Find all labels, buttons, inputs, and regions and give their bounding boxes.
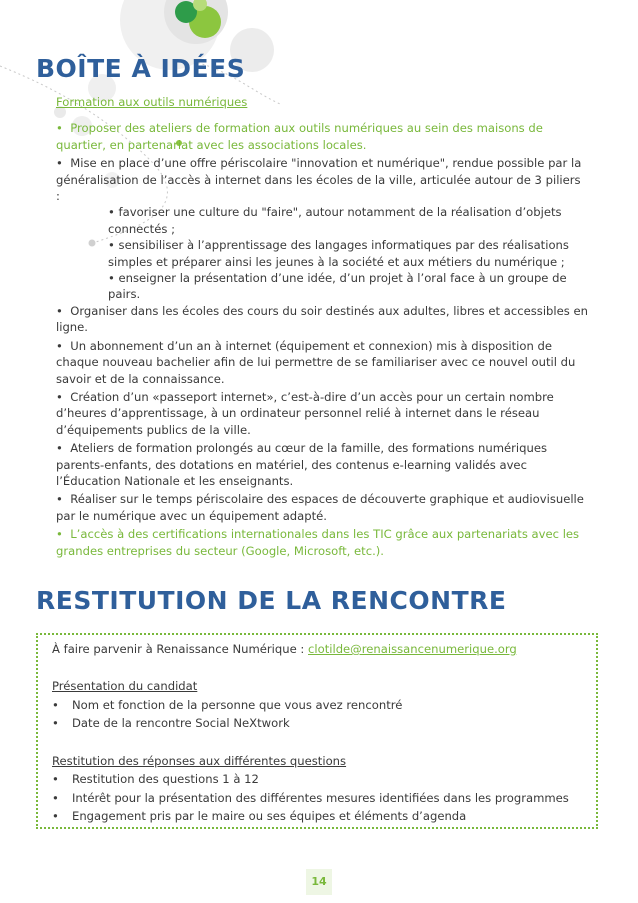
bullet-icon: • <box>52 809 59 824</box>
list-item: • Un abonnement d’un an à internet (équipement et connexion) mis à disposition de chaque nouveau bachelier afin de lui permettre de se familiariser avec ce nouvel outil du savoir et de la connaissance. <box>56 338 576 386</box>
ideas-section <box>56 94 588 559</box>
list-item: • Proposer des ateliers de formation aux outils numériques au sein des maisons de quartier, en partenariat avec les associations locales. <box>56 121 543 152</box>
bullet-icon: • <box>56 527 63 542</box>
bullet-icon: • <box>56 303 63 318</box>
list-item: • Mise en place d’une offre périscolaire "innovation et numérique", rendue possible par la généralisation de l’accès à internet dans les écoles de la ville, articulée autour de 3 piliers : <box>56 156 582 204</box>
bullet-icon: • <box>52 790 59 805</box>
bullet-icon: • <box>52 716 59 731</box>
list-item: • Ateliers de formation prolongés au cœur de la famille, des formations numériques parents-enfants, des dotations en matériel, des contenus e-learning validés avec l’Éducation Nationale et les enseignants. <box>56 441 548 488</box>
list-item: • Réaliser sur le temps périscolaire des espaces de découverte graphique et audiovisuelle par le numérique avec un équipement adapté. <box>56 492 584 523</box>
bullet-icon: • <box>56 389 63 404</box>
bullet-icon: • <box>56 156 63 171</box>
pillar-item: • favoriser une culture du "faire", autour notamment de la réalisation d’objets connectés ; <box>108 205 562 236</box>
bullet-icon: • <box>52 697 59 712</box>
email-link[interactable]: clotilde@renaissancenumerique.org <box>308 642 517 656</box>
restitution-box <box>36 633 598 829</box>
list-item: • Restitution des questions 1 à 12 <box>52 770 582 789</box>
section-title-ideas: BOÎTE À IDÉES <box>36 54 246 83</box>
bullet-icon: • <box>52 772 59 787</box>
answers-heading: Restitution des réponses aux différentes questions <box>52 753 347 768</box>
pillar-item: • enseigner la présentation d’une idée, d’un projet à l’oral face à un groupe de pairs. <box>108 271 567 302</box>
page-number: 14 <box>306 869 332 895</box>
bullet-icon: • <box>56 492 63 507</box>
list-item: • Engagement pris par le maire ou ses équipes et éléments d’agenda <box>52 807 582 826</box>
list-item: • Nom et fonction de la personne que vous avez rencontré <box>52 696 582 715</box>
ideas-subtitle: Formation aux outils numériques <box>56 95 248 109</box>
list-item: • Intérêt pour la présentation des différentes mesures identifiées dans les programmes <box>52 789 582 808</box>
list-item: • Organiser dans les écoles des cours du soir destinés aux adultes, libres et accessibles en ligne. <box>56 303 588 335</box>
bullet-icon: • <box>56 121 63 136</box>
list-item: • Création d’un «passeport internet», c’est-à-dire d’un accès pour un certain nombre d’heures d’apprentissage, à un ordinateur personnel relié à internet dans le réseau d’équipements publics de la ville. <box>56 389 554 437</box>
bullet-icon: • <box>56 441 63 456</box>
candidate-heading: Présentation du candidat <box>52 679 198 694</box>
list-item: • Date de la rencontre Social NeXtwork <box>52 714 582 733</box>
section-title-restitution: RESTITUTION DE LA RENCONTRE <box>36 586 507 615</box>
bullet-icon: • <box>56 338 63 353</box>
pillar-item: • sensibiliser à l’apprentissage des langages informatiques par des réalisations simples et préparer ainsi les jeunes à la société et aux métiers du numérique ; <box>108 238 569 269</box>
list-item: • L’accès à des certifications internationales dans les TIC grâce aux partenariats avec les grandes entreprises du secteur (Google, Microsoft, etc.). <box>56 527 580 558</box>
restitution-intro: À faire parvenir à Renaissance Numérique : clotilde@renaissancenumerique.org <box>52 642 517 656</box>
